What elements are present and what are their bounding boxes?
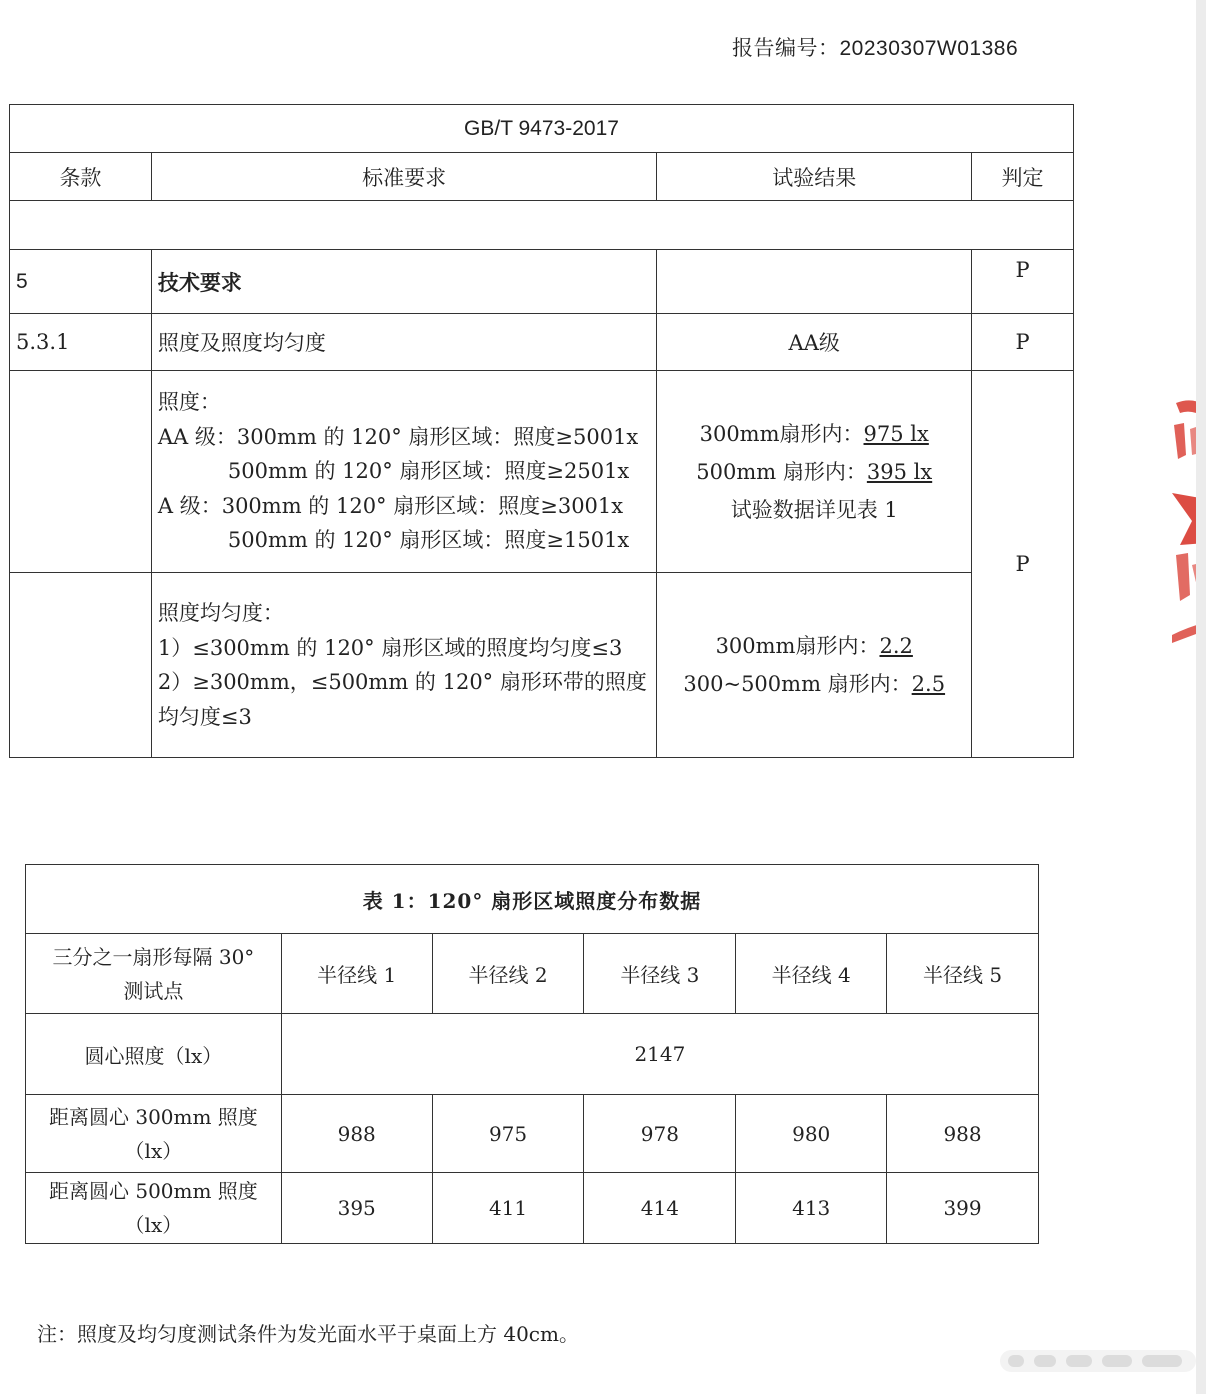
report-number: 报告编号：20230307W01386 xyxy=(732,37,1019,60)
cell-value: 975 xyxy=(432,1095,584,1173)
result-label: 300mm扇形内： xyxy=(715,634,880,658)
result-label: 300mm扇形内： xyxy=(699,421,864,446)
result-value: 395 lx xyxy=(866,459,933,484)
table-row xyxy=(26,1173,1039,1244)
table1-col-header: 半径线 3 xyxy=(584,934,736,1014)
table-row xyxy=(26,1095,1039,1173)
result-value: 2.2 xyxy=(879,634,913,658)
page-scroll-indicator xyxy=(1000,1350,1196,1372)
col-header-clause: 条款 xyxy=(10,153,152,201)
table1-col-header: 半径线 4 xyxy=(736,934,887,1014)
col-header-result: 试验结果 xyxy=(657,153,972,201)
result-value: 975 lx xyxy=(863,421,929,446)
verdict-5-3-1: P xyxy=(972,314,1074,371)
result-line xyxy=(657,665,971,703)
uniformity-result xyxy=(657,573,972,758)
cell-value: 988 xyxy=(281,1095,432,1173)
cell-value: 978 xyxy=(584,1095,736,1173)
center-illuminance-label: 圆心照度（lx） xyxy=(26,1014,282,1095)
section-5-result xyxy=(657,250,972,314)
result-label: 500mm 扇形内： xyxy=(696,459,867,484)
illuminance-distribution-table xyxy=(25,864,1039,1244)
uniformity-clause-cell xyxy=(10,573,152,758)
cell-value: 414 xyxy=(584,1173,736,1244)
clause-5-3-1: 5.3.1 xyxy=(10,314,152,371)
section-title-technical: 技术要求 xyxy=(151,250,656,314)
req-line: 照度： xyxy=(157,390,221,415)
cell-value: 980 xyxy=(736,1095,887,1173)
table1-col-header: 半径线 1 xyxy=(281,934,432,1014)
illuminance-requirement xyxy=(151,371,656,573)
req-line: 500mm 的 120° 扇形区域：照度≥1501x xyxy=(227,528,630,553)
cell-value: 399 xyxy=(887,1173,1039,1244)
clause-5: 5 xyxy=(10,250,152,314)
cell-value: 395 xyxy=(281,1173,432,1244)
req-line: 1）≤300mm 的 120° 扇形区域的照度均匀度≤3 xyxy=(157,635,623,660)
req-line: 2）≥300mm，≤500mm 的 120° 扇形环带的照度均匀度≤3 xyxy=(157,670,647,729)
result-class: AA级 xyxy=(657,314,972,371)
req-line: 照度均匀度： xyxy=(157,601,284,625)
illuminance-result xyxy=(657,371,972,573)
center-illuminance-value: 2147 xyxy=(281,1014,1038,1095)
row-label: 距离圆心 300mm 照度（lx） xyxy=(26,1095,282,1173)
col-header-requirement: 标准要求 xyxy=(151,153,656,201)
result-line: 试验数据详见表 1 xyxy=(730,497,898,522)
illuminance-clause-cell xyxy=(10,371,152,573)
result-line xyxy=(657,627,971,665)
table1-corner-header: 三分之一扇形每隔 30° 测试点 xyxy=(26,934,282,1014)
verdict-combined: P xyxy=(972,371,1074,758)
result-value: 2.5 xyxy=(911,672,946,696)
result-line xyxy=(657,415,971,453)
table1-title: 表 1：120° 扇形区域照度分布数据 xyxy=(26,865,1039,934)
result-line xyxy=(657,453,971,491)
empty-row xyxy=(10,201,1074,250)
table1-col-header: 半径线 2 xyxy=(432,934,584,1014)
page-edge xyxy=(1196,0,1206,1394)
result-label: 300~500mm 扇形内： xyxy=(683,672,912,696)
standard-code: GB/T 9473-2017 xyxy=(10,105,1074,153)
col-header-verdict: 判定 xyxy=(972,153,1074,201)
footnote: 注：照度及均匀度测试条件为发光面水平于桌面上方 40cm。 xyxy=(37,1322,579,1346)
section-title-illuminance: 照度及照度均匀度 xyxy=(151,314,656,371)
cell-value: 411 xyxy=(432,1173,584,1244)
standard-requirements-table xyxy=(9,104,1074,758)
cell-value: 413 xyxy=(736,1173,887,1244)
row-label: 距离圆心 500mm 照度（lx） xyxy=(26,1173,282,1244)
req-line: AA 级：300mm 的 120° 扇形区域：照度≥5001x xyxy=(157,424,639,449)
verdict-5: P xyxy=(972,250,1074,314)
table1-col-header: 半径线 5 xyxy=(887,934,1039,1014)
uniformity-requirement xyxy=(151,573,656,758)
req-line: A 级：300mm 的 120° 扇形区域：照度≥3001x xyxy=(157,493,624,518)
req-line: 500mm 的 120° 扇形区域：照度≥2501x xyxy=(227,459,630,484)
cell-value: 988 xyxy=(887,1095,1039,1173)
